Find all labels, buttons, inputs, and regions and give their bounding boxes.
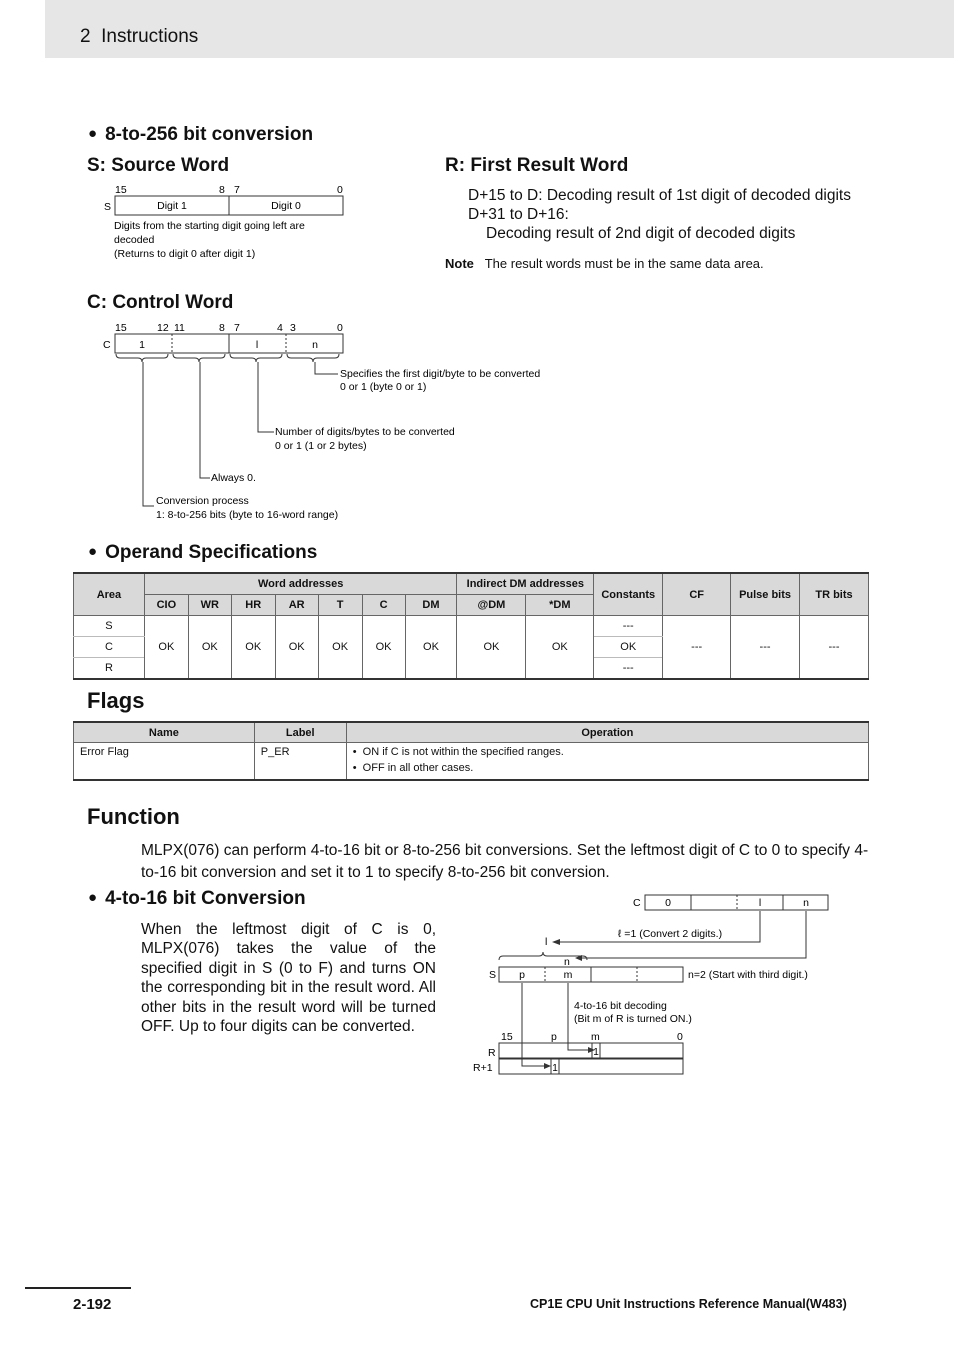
footer-rule: [25, 1287, 131, 1289]
bit-label: p: [551, 1031, 557, 1043]
result-line-1: D+15 to D: Decoding result of 1st digit of decoded digits: [468, 187, 851, 204]
on-bit: 1: [552, 1063, 558, 1074]
col-operation: Operation: [346, 722, 868, 743]
operand-heading: ● Operand Specifications: [88, 542, 317, 564]
flag-name: Error Flag: [74, 743, 255, 781]
control-word-heading: C: Control Word: [87, 292, 234, 313]
annotation: 1: 8-to-256 bits (byte to 16-word range): [156, 509, 339, 521]
field-l: l: [255, 339, 259, 351]
annotation: Conversion process: [156, 495, 249, 507]
annotation: 0 or 1 (byte 0 or 1): [340, 381, 427, 393]
register-label: R: [488, 1047, 496, 1059]
sub-header: @DM: [457, 595, 526, 616]
c-field: 0: [665, 897, 671, 909]
cell-constants: ---: [594, 658, 663, 680]
bit-label: 3: [290, 322, 296, 334]
sub-header: T: [318, 595, 362, 616]
page-number: 2-192: [73, 1296, 112, 1313]
operation-item: ON if C is not within the specified ranges.: [362, 746, 564, 758]
decode-note: (Bit m of R is turned ON.): [574, 1013, 692, 1025]
bit-label: 12: [157, 322, 169, 334]
c-field: l: [758, 897, 762, 909]
flag-operation: • ON if C is not within the specified ranges. • OFF in all other cases.: [346, 743, 868, 781]
result-line-2: D+31 to D+16:: [468, 206, 569, 223]
function-paragraph: When the leftmost digit of C is 0, MLPX(076) takes the value of the specified digit in S (0 to F) and turns ON the corresponding bit in the result word. All other bits in the result word will be turned OFF. Up to four digits can be converted.: [141, 921, 436, 1036]
col-label: Label: [254, 722, 346, 743]
n-mark: n: [564, 956, 570, 968]
conversion-heading: ● 8-to-256 bit conversion: [88, 124, 313, 146]
result-word-heading: R: First Result Word: [445, 155, 629, 176]
cell-dash: ---: [800, 616, 869, 680]
control-word-diagram: [95, 318, 575, 528]
sub-header: DM: [405, 595, 457, 616]
convert-note: ℓ =1 (Convert 2 digits.): [618, 928, 723, 940]
col-area: Area: [74, 573, 145, 616]
col-name: Name: [74, 722, 255, 743]
on-bit: 1: [593, 1047, 599, 1058]
sub-header: CIO: [144, 595, 188, 616]
cell-ok: OK: [144, 616, 188, 680]
cell-ok: OK: [362, 616, 405, 680]
bit-label: 7: [234, 184, 240, 196]
cell-dash: ---: [663, 616, 731, 680]
annotation: Always 0.: [211, 472, 256, 484]
cell-ok: OK: [275, 616, 318, 680]
col-pulse: Pulse bits: [731, 573, 800, 616]
annotation: Number of digits/bytes to be converted: [275, 426, 455, 438]
bit-label: 15: [501, 1031, 513, 1043]
function-heading: Function: [87, 804, 180, 829]
annotation: Specifies the first digit/byte to be converted: [340, 368, 541, 380]
result-note: [445, 256, 764, 271]
operand-table: [73, 572, 869, 680]
bit-label: 15: [115, 322, 127, 334]
cell-dash: ---: [731, 616, 800, 680]
digit-0-label: Digit 0: [271, 200, 301, 212]
source-word-diagram: [95, 180, 365, 265]
bit-label: 11: [174, 322, 185, 334]
decode-note: 4-to-16 bit decoding: [574, 1000, 667, 1012]
col-indirect: Indirect DM addresses: [457, 573, 594, 595]
register-label: R+1: [473, 1062, 493, 1074]
flags-heading: Flags: [87, 688, 145, 713]
bit-label: m: [591, 1031, 600, 1043]
bit-label: 4: [277, 322, 283, 334]
source-note: decoded: [114, 234, 155, 246]
bit-label: 8: [219, 184, 225, 196]
col-cf: CF: [663, 573, 731, 616]
section-header: [80, 26, 198, 48]
s-field: p: [519, 969, 525, 981]
col-constants: Constants: [594, 573, 663, 616]
function-diagram: [468, 890, 838, 1080]
source-word-heading: S: Source Word: [87, 155, 230, 176]
col-word-addresses: Word addresses: [144, 573, 457, 595]
conversion-4-16-heading: ● 4-to-16 bit Conversion: [88, 888, 306, 910]
bit-label: 7: [234, 322, 240, 334]
digit-1-label: Digit 1: [157, 200, 187, 212]
sub-header: WR: [188, 595, 231, 616]
function-intro: MLPX(076) can perform 4-to-16 bit or 8-to-256 bit conversions. Set the leftmost digit of C to 0 to specify 4-to-16 bit conversion and set it to 1 to specify 8-to-256 bit conversion.: [141, 842, 869, 881]
sub-header: C: [362, 595, 405, 616]
flags-table: [73, 721, 869, 781]
cell-ok: OK: [231, 616, 275, 680]
section-number: 2: [80, 26, 91, 47]
note-text: The result words must be in the same data area.: [484, 256, 764, 271]
row-area: S: [74, 616, 145, 637]
manual-title: CP1E CPU Unit Instructions Reference Manual(W483): [530, 1297, 847, 1311]
note-label: Note: [445, 256, 474, 271]
l-mark: l: [545, 936, 548, 948]
bit-label: 0: [337, 184, 343, 196]
bit-label: 15: [115, 184, 127, 196]
bit-label: 8: [219, 322, 225, 334]
cell-constants: ---: [594, 616, 663, 637]
source-note: Digits from the starting digit going left are: [114, 220, 305, 232]
register-label: C: [633, 897, 641, 909]
cell-ok: OK: [318, 616, 362, 680]
field-n: n: [312, 339, 318, 351]
flag-label: P_ER: [254, 743, 346, 781]
register-label: S: [104, 201, 112, 213]
section-title: Instructions: [101, 26, 199, 47]
s-field: m: [563, 969, 573, 981]
operation-item: OFF in all other cases.: [362, 762, 474, 774]
register-label: C: [103, 339, 111, 351]
sub-header: HR: [231, 595, 275, 616]
annotation: 0 or 1 (1 or 2 bytes): [275, 440, 367, 452]
col-tr: TR bits: [800, 573, 869, 616]
field-1: 1: [139, 339, 145, 351]
cell-ok: OK: [526, 616, 594, 680]
cell-ok: OK: [457, 616, 526, 680]
c-field: n: [803, 897, 809, 909]
result-line-3: Decoding result of 2nd digit of decoded digits: [486, 225, 796, 242]
row-area: R: [74, 658, 145, 680]
bit-label: 0: [337, 322, 343, 334]
cell-ok: OK: [405, 616, 457, 680]
sub-header: AR: [275, 595, 318, 616]
register-label: S: [489, 969, 497, 981]
start-note: n=2 (Start with third digit.): [688, 969, 808, 981]
cell-ok: OK: [188, 616, 231, 680]
row-area: C: [74, 637, 145, 658]
sub-header: *DM: [526, 595, 594, 616]
cell-constants: OK: [594, 637, 663, 658]
bit-label: 0: [677, 1031, 683, 1043]
source-note: (Returns to digit 0 after digit 1): [114, 248, 256, 260]
